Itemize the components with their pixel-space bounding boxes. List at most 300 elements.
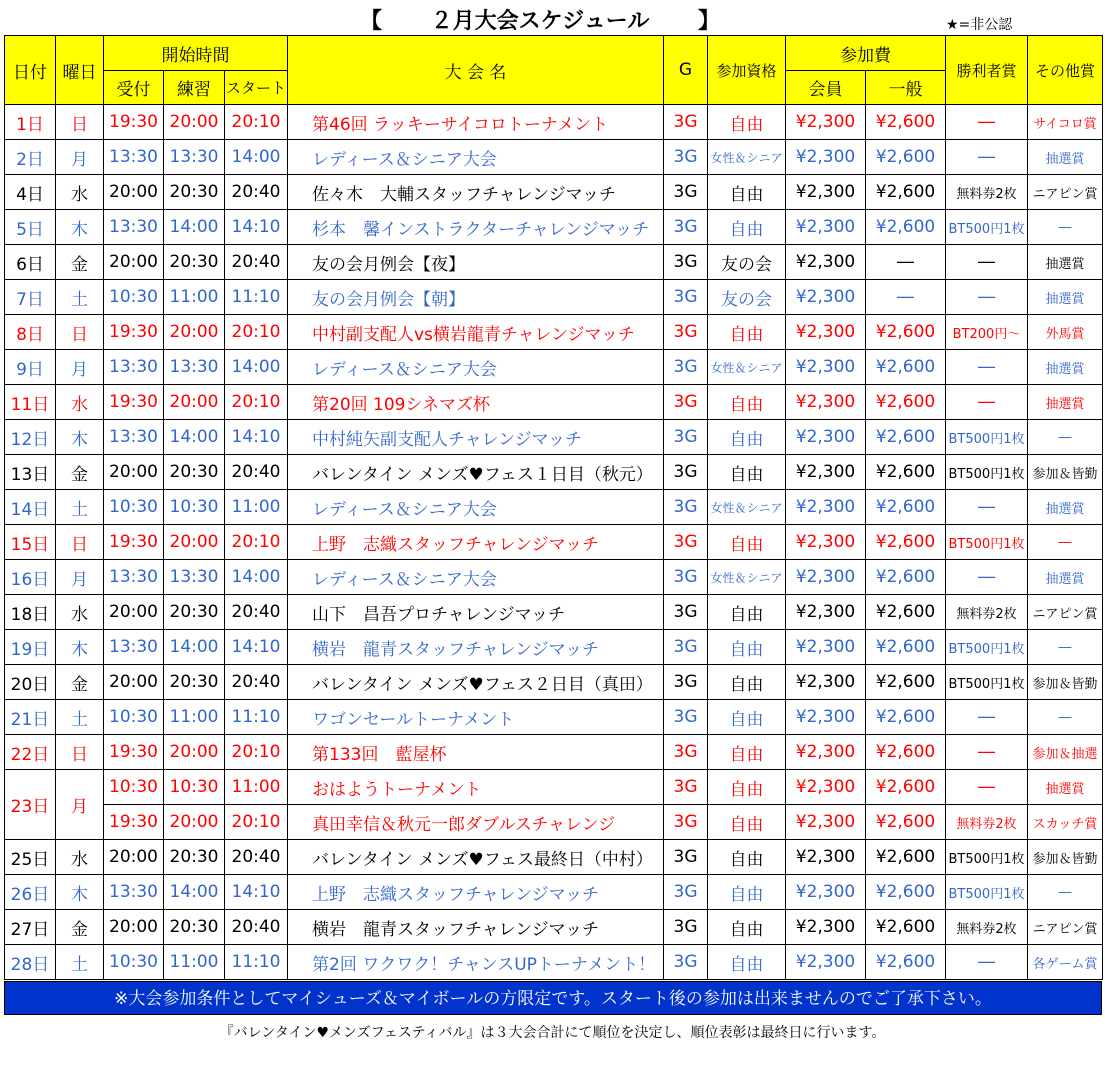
table-row: [5, 840, 1103, 875]
row-start: 20:10: [225, 735, 288, 770]
row-games: 3G: [664, 525, 708, 560]
row-winner-prize: ―: [946, 560, 1028, 595]
row-games: 3G: [664, 210, 708, 245]
table-row: [5, 595, 1103, 630]
table-row: [5, 490, 1103, 525]
row-weekday: 金: [56, 910, 104, 945]
row-other-prize: 抽選賞: [1028, 385, 1103, 420]
row-practice: 11:00: [164, 280, 225, 315]
row-winner-prize: ―: [946, 280, 1028, 315]
row-games: 3G: [664, 560, 708, 595]
row-event-name: レディース＆シニア大会: [288, 560, 664, 595]
row-other-prize: ―: [1028, 420, 1103, 455]
table-row: [5, 875, 1103, 910]
row-weekday: 土: [56, 490, 104, 525]
row-winner-prize: ―: [946, 700, 1028, 735]
row-other-prize: ニアピン賞: [1028, 910, 1103, 945]
row-games: 3G: [664, 385, 708, 420]
row-start: 14:10: [225, 420, 288, 455]
table-row: [5, 630, 1103, 665]
row-practice: 10:30: [164, 770, 225, 805]
row-other-prize: サイコロ賞: [1028, 105, 1103, 140]
row-start: 14:10: [225, 875, 288, 910]
row-other-prize: ニアピン賞: [1028, 595, 1103, 630]
row-event-name: 中村副支配人vs横岩龍青チャレンジマッチ: [288, 315, 664, 350]
row-reception: 19:30: [104, 805, 164, 840]
row-start: 20:10: [225, 525, 288, 560]
table-row: [5, 560, 1103, 595]
row-date: 15日: [5, 525, 56, 560]
row-event-name: レディース＆シニア大会: [288, 350, 664, 385]
row-member-fee: ¥2,300: [786, 210, 866, 245]
row-games: 3G: [664, 630, 708, 665]
row-general-fee: ¥2,600: [866, 770, 946, 805]
row-member-fee: ¥2,300: [786, 805, 866, 840]
row-start: 11:00: [225, 490, 288, 525]
row-reception: 19:30: [104, 525, 164, 560]
row-practice: 20:00: [164, 525, 225, 560]
header-name: 大 会 名: [288, 36, 664, 105]
row-winner-prize: ―: [946, 945, 1028, 980]
row-general-fee: ¥2,600: [866, 140, 946, 175]
row-weekday: 木: [56, 210, 104, 245]
row-games: 3G: [664, 420, 708, 455]
row-reception: 10:30: [104, 490, 164, 525]
row-winner-prize: ―: [946, 735, 1028, 770]
row-date: 6日: [5, 245, 56, 280]
row-eligibility: 友の会: [708, 280, 786, 315]
row-reception: 10:30: [104, 700, 164, 735]
row-reception: 10:30: [104, 770, 164, 805]
row-event-name: 杉本 馨インストラクターチャレンジマッチ: [288, 210, 664, 245]
notice-banner: ※大会参加条件としてマイシューズ＆マイボールの方限定です。スタート後の参加は出来ませんのでご了承下さい。: [4, 981, 1102, 1015]
table-row: [5, 770, 1103, 805]
row-general-fee: ¥2,600: [866, 735, 946, 770]
row-start: 20:10: [225, 315, 288, 350]
row-reception: 13:30: [104, 140, 164, 175]
row-eligibility: 自由: [708, 805, 786, 840]
header-reception: 受付: [104, 71, 164, 105]
row-winner-prize: ―: [946, 770, 1028, 805]
row-start: 14:10: [225, 210, 288, 245]
row-eligibility: 女性＆シニア: [708, 490, 786, 525]
row-other-prize: ニアピン賞: [1028, 175, 1103, 210]
row-start: 20:40: [225, 175, 288, 210]
row-member-fee: ¥2,300: [786, 665, 866, 700]
row-start: 11:10: [225, 945, 288, 980]
row-start: 14:00: [225, 350, 288, 385]
row-winner-prize: ―: [946, 490, 1028, 525]
row-practice: 13:30: [164, 140, 225, 175]
row-date: 1日: [5, 105, 56, 140]
row-event-name: 山下 昌吾プロチャレンジマッチ: [288, 595, 664, 630]
row-start: 14:10: [225, 630, 288, 665]
row-other-prize: ―: [1028, 210, 1103, 245]
row-member-fee: ¥2,300: [786, 840, 866, 875]
footnote: 『バレンタイン♥メンズフェスティバル』は３大会合計にて順位を決定し、順位表彰は最終日に行います。: [219, 1025, 886, 1041]
row-general-fee: ¥2,600: [866, 910, 946, 945]
table-row: [5, 280, 1103, 315]
row-eligibility: 自由: [708, 875, 786, 910]
row-practice: 13:30: [164, 350, 225, 385]
row-member-fee: ¥2,300: [786, 175, 866, 210]
row-general-fee: ―: [866, 245, 946, 280]
row-general-fee: ¥2,600: [866, 420, 946, 455]
row-eligibility: 女性＆シニア: [708, 140, 786, 175]
row-date: 27日: [5, 910, 56, 945]
row-weekday: 水: [56, 385, 104, 420]
row-date: 5日: [5, 210, 56, 245]
header-other-prize: その他賞: [1028, 36, 1103, 105]
row-other-prize: ―: [1028, 700, 1103, 735]
table-row: [5, 350, 1103, 385]
row-winner-prize: BT500円1枚: [946, 525, 1028, 560]
row-general-fee: ¥2,600: [866, 945, 946, 980]
row-weekday: 木: [56, 630, 104, 665]
row-eligibility: 自由: [708, 595, 786, 630]
row-date: 14日: [5, 490, 56, 525]
row-other-prize: 外馬賞: [1028, 315, 1103, 350]
row-reception: 19:30: [104, 735, 164, 770]
row-reception: 13:30: [104, 350, 164, 385]
row-practice: 20:30: [164, 910, 225, 945]
row-other-prize: ―: [1028, 525, 1103, 560]
row-weekday: 水: [56, 595, 104, 630]
row-reception: 20:00: [104, 910, 164, 945]
row-winner-prize: BT500円1枚: [946, 455, 1028, 490]
row-date: 18日: [5, 595, 56, 630]
row-weekday: 金: [56, 665, 104, 700]
row-reception: 19:30: [104, 385, 164, 420]
table-row: [5, 805, 1103, 840]
row-date: 23日: [5, 770, 56, 840]
row-start: 11:10: [225, 280, 288, 315]
row-weekday: 日: [56, 525, 104, 560]
row-reception: 20:00: [104, 245, 164, 280]
row-start: 20:10: [225, 805, 288, 840]
row-date: 13日: [5, 455, 56, 490]
row-reception: 19:30: [104, 105, 164, 140]
row-date: 28日: [5, 945, 56, 980]
header-winner-prize: 勝利者賞: [946, 36, 1028, 105]
row-reception: 20:00: [104, 665, 164, 700]
row-event-name: 上野 志織スタッフチャレンジマッチ: [288, 875, 664, 910]
row-start: 20:10: [225, 385, 288, 420]
row-general-fee: ¥2,600: [866, 840, 946, 875]
row-other-prize: 抽選賞: [1028, 490, 1103, 525]
row-member-fee: ¥2,300: [786, 490, 866, 525]
row-weekday: 月: [56, 350, 104, 385]
row-eligibility: 自由: [708, 105, 786, 140]
row-member-fee: ¥2,300: [786, 630, 866, 665]
row-other-prize: 抽選賞: [1028, 280, 1103, 315]
row-start: 20:40: [225, 840, 288, 875]
title-open-bracket: 【: [360, 9, 383, 34]
row-weekday: 水: [56, 175, 104, 210]
table-row: [5, 945, 1103, 980]
row-member-fee: ¥2,300: [786, 420, 866, 455]
header-eligibility: 参加資格: [708, 36, 786, 105]
row-games: 3G: [664, 770, 708, 805]
row-weekday: 月: [56, 140, 104, 175]
table-row: [5, 665, 1103, 700]
row-start: 11:00: [225, 770, 288, 805]
row-practice: 10:30: [164, 490, 225, 525]
row-event-name: バレンタイン メンズ♥フェス１日目（秋元）: [288, 455, 664, 490]
row-other-prize: 参加＆皆勤: [1028, 455, 1103, 490]
row-weekday: 金: [56, 455, 104, 490]
row-practice: 11:00: [164, 945, 225, 980]
row-practice: 20:30: [164, 245, 225, 280]
row-winner-prize: ―: [946, 245, 1028, 280]
row-eligibility: 自由: [708, 210, 786, 245]
row-date: 12日: [5, 420, 56, 455]
table-row: [5, 420, 1103, 455]
row-event-name: レディース＆シニア大会: [288, 140, 664, 175]
row-event-name: 上野 志織スタッフチャレンジマッチ: [288, 525, 664, 560]
row-member-fee: ¥2,300: [786, 455, 866, 490]
row-member-fee: ¥2,300: [786, 280, 866, 315]
row-event-name: 横岩 龍青スタッフチャレンジマッチ: [288, 630, 664, 665]
table-row: [5, 525, 1103, 560]
header-member: 会員: [786, 71, 866, 105]
row-games: 3G: [664, 490, 708, 525]
row-weekday: 土: [56, 945, 104, 980]
row-date: 19日: [5, 630, 56, 665]
row-general-fee: ¥2,600: [866, 805, 946, 840]
row-winner-prize: ―: [946, 105, 1028, 140]
table-row: [5, 140, 1103, 175]
row-winner-prize: BT200円～: [946, 315, 1028, 350]
row-winner-prize: ―: [946, 140, 1028, 175]
row-member-fee: ¥2,300: [786, 700, 866, 735]
row-member-fee: ¥2,300: [786, 735, 866, 770]
row-member-fee: ¥2,300: [786, 595, 866, 630]
row-other-prize: 抽選賞: [1028, 560, 1103, 595]
row-games: 3G: [664, 945, 708, 980]
row-games: 3G: [664, 140, 708, 175]
row-games: 3G: [664, 280, 708, 315]
row-start: 14:00: [225, 560, 288, 595]
row-start: 11:10: [225, 700, 288, 735]
header-practice: 練習: [164, 71, 225, 105]
row-practice: 20:00: [164, 105, 225, 140]
row-eligibility: 女性＆シニア: [708, 560, 786, 595]
row-weekday: 水: [56, 840, 104, 875]
row-event-name: 第2回 ワクワク！チャンスUPトーナメント！: [288, 945, 664, 980]
row-date: 16日: [5, 560, 56, 595]
row-games: 3G: [664, 245, 708, 280]
row-start: 14:00: [225, 140, 288, 175]
row-reception: 13:30: [104, 420, 164, 455]
row-member-fee: ¥2,300: [786, 770, 866, 805]
row-other-prize: 抽選賞: [1028, 770, 1103, 805]
row-practice: 11:00: [164, 700, 225, 735]
row-winner-prize: 無料券2枚: [946, 595, 1028, 630]
schedule-table: [4, 35, 1103, 980]
table-row: [5, 455, 1103, 490]
row-practice: 14:00: [164, 630, 225, 665]
row-reception: 10:30: [104, 280, 164, 315]
row-member-fee: ¥2,300: [786, 910, 866, 945]
row-date: 9日: [5, 350, 56, 385]
row-other-prize: ―: [1028, 875, 1103, 910]
row-start: 20:40: [225, 910, 288, 945]
row-practice: 20:30: [164, 840, 225, 875]
row-reception: 20:00: [104, 595, 164, 630]
row-reception: 20:00: [104, 455, 164, 490]
table-row: [5, 910, 1103, 945]
row-games: 3G: [664, 735, 708, 770]
title-text: ２月大会スケジュール: [430, 9, 650, 34]
row-other-prize: 各ゲーム賞: [1028, 945, 1103, 980]
row-weekday: 日: [56, 105, 104, 140]
row-eligibility: 自由: [708, 315, 786, 350]
row-games: 3G: [664, 875, 708, 910]
row-general-fee: ¥2,600: [866, 490, 946, 525]
row-event-name: バレンタイン メンズ♥フェス最終日（中村）: [288, 840, 664, 875]
table-row: [5, 385, 1103, 420]
row-eligibility: 自由: [708, 455, 786, 490]
header-fee: 参加費: [786, 36, 946, 71]
row-start: 20:40: [225, 665, 288, 700]
row-weekday: 月: [56, 770, 104, 840]
row-other-prize: ―: [1028, 630, 1103, 665]
row-member-fee: ¥2,300: [786, 875, 866, 910]
row-games: 3G: [664, 700, 708, 735]
row-start: 20:40: [225, 245, 288, 280]
row-winner-prize: BT500円1枚: [946, 210, 1028, 245]
header-games: G: [664, 36, 708, 105]
row-weekday: 金: [56, 245, 104, 280]
row-eligibility: 自由: [708, 385, 786, 420]
row-practice: 13:30: [164, 560, 225, 595]
row-start: 20:10: [225, 105, 288, 140]
table-row: [5, 735, 1103, 770]
row-eligibility: 自由: [708, 420, 786, 455]
title-close-bracket: 】: [697, 9, 720, 34]
row-reception: 20:00: [104, 175, 164, 210]
row-winner-prize: ―: [946, 350, 1028, 385]
row-games: 3G: [664, 595, 708, 630]
page-title: [360, 4, 720, 35]
row-eligibility: 自由: [708, 945, 786, 980]
table-row: [5, 245, 1103, 280]
row-date: 2日: [5, 140, 56, 175]
row-date: 8日: [5, 315, 56, 350]
row-date: 22日: [5, 735, 56, 770]
row-reception: 19:30: [104, 315, 164, 350]
row-practice: 20:00: [164, 385, 225, 420]
row-reception: 20:00: [104, 840, 164, 875]
row-practice: 20:00: [164, 805, 225, 840]
row-date: 25日: [5, 840, 56, 875]
row-general-fee: ¥2,600: [866, 455, 946, 490]
row-general-fee: ¥2,600: [866, 105, 946, 140]
row-reception: 13:30: [104, 630, 164, 665]
row-member-fee: ¥2,300: [786, 525, 866, 560]
row-member-fee: ¥2,300: [786, 350, 866, 385]
row-winner-prize: ―: [946, 385, 1028, 420]
row-eligibility: 女性＆シニア: [708, 350, 786, 385]
table-row: [5, 210, 1103, 245]
table-row: [5, 700, 1103, 735]
row-practice: 20:00: [164, 315, 225, 350]
row-eligibility: 自由: [708, 525, 786, 560]
header-start-time: 開始時間: [104, 36, 288, 71]
row-winner-prize: 無料券2枚: [946, 805, 1028, 840]
row-general-fee: ¥2,600: [866, 595, 946, 630]
row-general-fee: ¥2,600: [866, 560, 946, 595]
row-games: 3G: [664, 910, 708, 945]
row-date: 4日: [5, 175, 56, 210]
row-event-name: バレンタイン メンズ♥フェス２日目（真田）: [288, 665, 664, 700]
row-member-fee: ¥2,300: [786, 560, 866, 595]
row-event-name: 第133回 藍屋杯: [288, 735, 664, 770]
row-other-prize: 抽選賞: [1028, 245, 1103, 280]
row-other-prize: 抽選賞: [1028, 350, 1103, 385]
row-winner-prize: BT500円1枚: [946, 420, 1028, 455]
row-general-fee: ¥2,600: [866, 700, 946, 735]
row-member-fee: ¥2,300: [786, 945, 866, 980]
table-row: [5, 175, 1103, 210]
row-general-fee: ¥2,600: [866, 385, 946, 420]
row-weekday: 土: [56, 280, 104, 315]
row-games: 3G: [664, 805, 708, 840]
row-eligibility: 自由: [708, 910, 786, 945]
header-weekday: 曜日: [56, 36, 104, 105]
row-eligibility: 自由: [708, 630, 786, 665]
row-practice: 20:30: [164, 175, 225, 210]
row-other-prize: スカッチ賞: [1028, 805, 1103, 840]
row-practice: 14:00: [164, 420, 225, 455]
row-weekday: 月: [56, 560, 104, 595]
row-games: 3G: [664, 105, 708, 140]
row-other-prize: 抽選賞: [1028, 140, 1103, 175]
row-event-name: おはようトーナメント: [288, 770, 664, 805]
row-general-fee: ¥2,600: [866, 525, 946, 560]
row-winner-prize: BT500円1枚: [946, 875, 1028, 910]
row-winner-prize: 無料券2枚: [946, 910, 1028, 945]
row-member-fee: ¥2,300: [786, 245, 866, 280]
row-practice: 14:00: [164, 210, 225, 245]
row-start: 20:40: [225, 455, 288, 490]
row-practice: 14:00: [164, 875, 225, 910]
row-practice: 20:00: [164, 735, 225, 770]
header-date: 日付: [5, 36, 56, 105]
row-event-name: 真田幸信＆秋元一郎ダブルスチャレンジ: [288, 805, 664, 840]
unofficial-note: ★=非公認: [946, 17, 1013, 33]
row-games: 3G: [664, 315, 708, 350]
row-event-name: 第20回 109シネマズ杯: [288, 385, 664, 420]
row-winner-prize: BT500円1枚: [946, 840, 1028, 875]
row-member-fee: ¥2,300: [786, 105, 866, 140]
row-eligibility: 自由: [708, 735, 786, 770]
row-date: 7日: [5, 280, 56, 315]
row-date: 20日: [5, 665, 56, 700]
row-general-fee: ¥2,600: [866, 210, 946, 245]
row-start: 20:40: [225, 595, 288, 630]
row-games: 3G: [664, 665, 708, 700]
row-member-fee: ¥2,300: [786, 385, 866, 420]
row-games: 3G: [664, 840, 708, 875]
row-other-prize: 参加＆皆勤: [1028, 840, 1103, 875]
row-general-fee: ¥2,600: [866, 665, 946, 700]
row-reception: 13:30: [104, 560, 164, 595]
row-practice: 20:30: [164, 455, 225, 490]
row-winner-prize: BT500円1枚: [946, 665, 1028, 700]
row-games: 3G: [664, 175, 708, 210]
